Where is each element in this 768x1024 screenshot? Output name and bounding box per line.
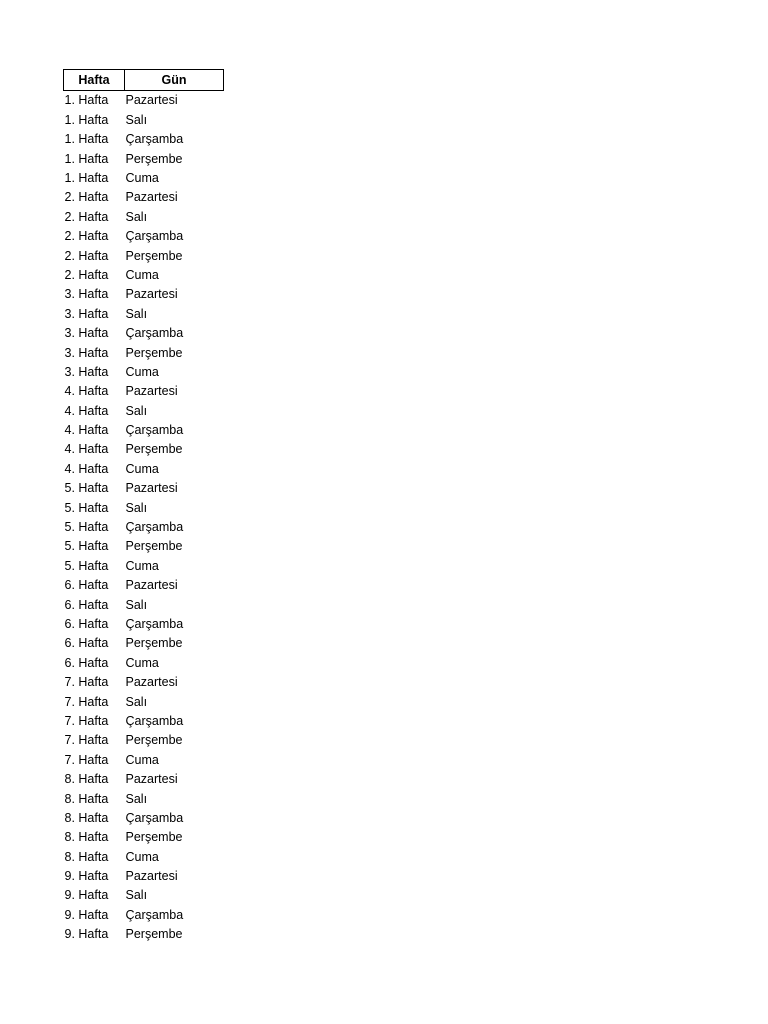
cell-gun: Pazartesi: [125, 93, 178, 108]
cell-gun: Salı: [125, 597, 148, 612]
cell-gun: Cuma: [125, 752, 159, 767]
header-row: [64, 70, 224, 91]
cell-gun: Çarşamba: [125, 616, 184, 631]
table-row: [64, 382, 224, 401]
cell-gun: Perşembe: [125, 539, 183, 554]
cell-hafta: 1. Hafta: [64, 93, 109, 108]
cell-gun: Çarşamba: [125, 132, 184, 147]
table-row: [64, 673, 224, 692]
cell-hafta: 1. Hafta: [64, 171, 109, 185]
schedule-table: [63, 69, 224, 944]
cell-hafta: 7. Hafta: [64, 752, 109, 767]
cell-gun: Salı: [125, 500, 148, 515]
cell-gun: Salı: [125, 694, 148, 709]
table-row: [64, 91, 224, 111]
cell-gun: Perşembe: [125, 248, 183, 263]
cell-gun: Perşembe: [125, 345, 183, 360]
table-row: [64, 770, 224, 789]
cell-gun: Pazartesi: [125, 578, 178, 593]
table-row: [64, 712, 224, 731]
cell-gun: Çarşamba: [125, 907, 184, 922]
cell-hafta: 4. Hafta: [64, 403, 109, 418]
table-row: [64, 149, 224, 168]
table-row: [64, 537, 224, 556]
cell-hafta: 3. Hafta: [64, 345, 109, 360]
cell-hafta: 5. Hafta: [64, 520, 109, 535]
cell-hafta: 8. Hafta: [64, 849, 109, 864]
table-row: [64, 459, 224, 478]
cell-hafta: 4. Hafta: [64, 442, 109, 457]
table-row: [64, 692, 224, 711]
cell-hafta: 7. Hafta: [64, 694, 109, 709]
cell-gun: Cuma: [125, 267, 159, 282]
cell-gun: Çarşamba: [125, 713, 184, 728]
cell-gun: Çarşamba: [125, 423, 184, 438]
table-row: [64, 498, 224, 517]
table-row: [64, 266, 224, 285]
cell-gun: Perşembe: [125, 442, 183, 457]
cell-hafta: 6. Hafta: [64, 655, 109, 670]
cell-gun: Salı: [125, 888, 148, 903]
cell-gun: Cuma: [125, 171, 159, 185]
cell-hafta: 9. Hafta: [64, 888, 109, 903]
table-row: [64, 731, 224, 750]
cell-hafta: 2. Hafta: [64, 248, 109, 263]
cell-gun: Perşembe: [125, 733, 183, 748]
table-row: [64, 556, 224, 575]
cell-hafta: 2. Hafta: [64, 229, 109, 244]
cell-hafta: 1. Hafta: [64, 112, 109, 127]
table-row: [64, 789, 224, 808]
schedule-sheet: [63, 69, 224, 944]
cell-hafta: 4. Hafta: [64, 423, 109, 438]
cell-hafta: 9. Hafta: [64, 907, 109, 922]
cell-gun: Pazartesi: [125, 481, 178, 496]
table-row: [64, 867, 224, 886]
table-row: [64, 595, 224, 614]
table-row: [64, 227, 224, 246]
table-header: [64, 70, 224, 91]
table-row: [64, 440, 224, 459]
table-row: [64, 324, 224, 343]
cell-hafta: 8. Hafta: [64, 830, 109, 845]
cell-gun: Pazartesi: [125, 675, 178, 690]
cell-hafta: 1. Hafta: [64, 151, 109, 166]
cell-hafta: 9. Hafta: [64, 869, 109, 884]
cell-gun: Pazartesi: [125, 190, 178, 205]
cell-hafta: 4. Hafta: [64, 461, 109, 476]
table-row: [64, 110, 224, 129]
cell-hafta: 2. Hafta: [64, 190, 109, 205]
table-row: [64, 925, 224, 944]
table-row: [64, 304, 224, 323]
cell-gun: Salı: [125, 306, 148, 321]
table-row: [64, 479, 224, 498]
column-header-hafta: Hafta: [64, 70, 125, 91]
table-row: [64, 886, 224, 905]
table-row: [64, 905, 224, 924]
table-row: [64, 285, 224, 304]
cell-hafta: 6. Hafta: [64, 616, 109, 631]
cell-hafta: 2. Hafta: [64, 267, 109, 282]
cell-gun: Perşembe: [125, 636, 183, 651]
cell-gun: Salı: [125, 791, 148, 806]
table-row: [64, 634, 224, 653]
table-row: [64, 246, 224, 265]
table-row: [64, 130, 224, 149]
cell-gun: Perşembe: [125, 151, 183, 166]
table-row: [64, 401, 224, 420]
cell-hafta: 4. Hafta: [64, 384, 109, 399]
table-row: [64, 653, 224, 672]
cell-gun: Salı: [125, 209, 148, 224]
cell-gun: Pazartesi: [125, 384, 178, 399]
table-row: [64, 615, 224, 634]
table-row: [64, 750, 224, 769]
table-row: [64, 362, 224, 381]
cell-gun: Pazartesi: [125, 869, 178, 884]
cell-gun: Cuma: [125, 558, 159, 573]
cell-gun: Pazartesi: [125, 772, 178, 787]
table-row: [64, 518, 224, 537]
cell-hafta: 1. Hafta: [64, 132, 109, 147]
cell-hafta: 3. Hafta: [64, 364, 109, 379]
cell-gun: Perşembe: [125, 927, 183, 942]
cell-gun: Çarşamba: [125, 326, 184, 341]
cell-hafta: 7. Hafta: [64, 733, 109, 748]
table-row: [64, 343, 224, 362]
cell-gun: Cuma: [125, 655, 159, 670]
cell-hafta: 9. Hafta: [64, 927, 109, 942]
cell-gun: Salı: [125, 403, 148, 418]
cell-gun: Perşembe: [125, 830, 183, 845]
cell-hafta: 7. Hafta: [64, 713, 109, 728]
cell-gun: Çarşamba: [125, 520, 184, 535]
cell-hafta: 2. Hafta: [64, 209, 109, 224]
cell-hafta: 3. Hafta: [64, 326, 109, 341]
table-body: [64, 91, 224, 945]
cell-hafta: 8. Hafta: [64, 810, 109, 825]
table-row: [64, 207, 224, 226]
table-row: [64, 847, 224, 866]
cell-hafta: 5. Hafta: [64, 539, 109, 554]
cell-hafta: 8. Hafta: [64, 791, 109, 806]
cell-hafta: 8. Hafta: [64, 772, 109, 787]
cell-hafta: 3. Hafta: [64, 287, 109, 302]
cell-hafta: 6. Hafta: [64, 578, 109, 593]
cell-hafta: 5. Hafta: [64, 500, 109, 515]
cell-gun: Salı: [125, 112, 148, 127]
table-row: [64, 188, 224, 207]
table-row: [64, 808, 224, 827]
cell-hafta: 5. Hafta: [64, 481, 109, 496]
cell-hafta: 3. Hafta: [64, 306, 109, 321]
cell-gun: Çarşamba: [125, 229, 184, 244]
cell-gun: Pazartesi: [125, 287, 178, 302]
cell-hafta: 6. Hafta: [64, 597, 109, 612]
cell-hafta: 7. Hafta: [64, 675, 109, 690]
table-row: [64, 421, 224, 440]
cell-gun: Cuma: [125, 849, 159, 864]
table-row: [64, 828, 224, 847]
cell-gun: Cuma: [125, 461, 159, 476]
cell-gun: Çarşamba: [125, 810, 184, 825]
column-header-gun: Gün: [125, 70, 224, 91]
table-row: [64, 576, 224, 595]
cell-hafta: 5. Hafta: [64, 558, 109, 573]
cell-gun: Cuma: [125, 364, 159, 379]
cell-hafta: 6. Hafta: [64, 636, 109, 651]
table-row: [64, 169, 224, 188]
